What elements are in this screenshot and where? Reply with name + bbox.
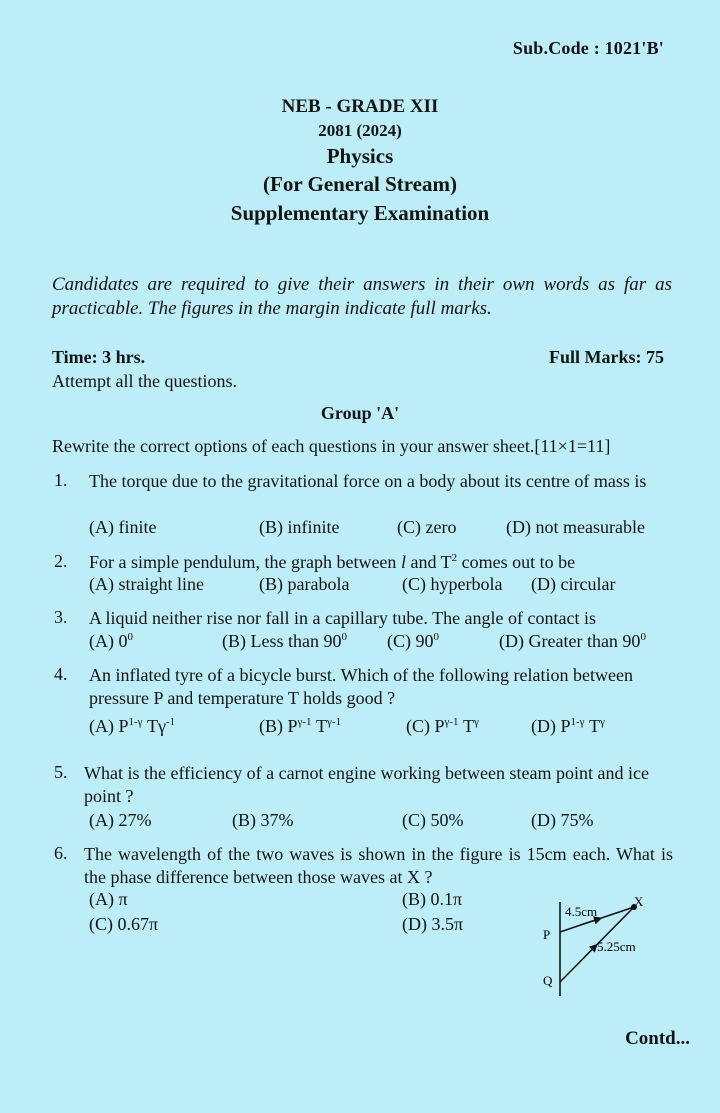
option-b: (B) parabola [259, 574, 350, 594]
question-number: 6. [54, 843, 68, 863]
option-c: (C) $90^0$ [387, 631, 439, 651]
arrow-px [580, 919, 600, 926]
question-text: What is the efficiency of a carnot engine working between steam point and ice point ? [84, 763, 649, 806]
option-d: (D) not measurable [506, 517, 645, 537]
group-heading: Group 'A' [320, 403, 400, 423]
option-c: (C) hyperbola [402, 574, 503, 594]
question-text: For a simple pendulum, the graph between l and $T^2$ comes out to be [89, 552, 576, 572]
option-a: (A) straight line [89, 574, 204, 594]
option-b: (B) 0.1π [402, 889, 463, 909]
attempt-note: Attempt all the questions. [52, 371, 237, 391]
question-number: 3. [54, 607, 68, 627]
label-x: X [634, 894, 644, 909]
option-a: (A) finite [89, 517, 157, 537]
label-q: Q [543, 973, 553, 988]
option-c: (C) 50% [402, 810, 464, 830]
option-b: (B) infinite [259, 517, 340, 537]
question-text: A liquid neither rise nor fall in a capillary tube. The angle of contact is [89, 608, 597, 628]
label-dist-qx: 5.25cm [597, 939, 636, 954]
continued-note: Contd... [625, 1028, 690, 1049]
stream-title: (For General Stream) [263, 172, 457, 196]
option-b: (B) $P^{\gamma-1}$ $T^{\gamma-1}$ [259, 716, 342, 736]
subject-title: Physics [326, 144, 394, 168]
option-a: (A) $0^0$ [89, 631, 133, 651]
full-marks: Full Marks: 75 [549, 347, 664, 367]
question-text: An inflated tyre of a bicycle burst. Which of the following relation between pressure P and temperature T holds good ? [89, 665, 633, 708]
wave-path-figure [530, 890, 680, 1000]
instructions: Candidates are required to give their answers in their own words as far as practicable. The figures in the margin indicate full marks. [52, 274, 672, 319]
option-c: (C) 0.67π [89, 914, 159, 934]
question-text: The torque due to the gravitational force on a body about its centre of mass is [89, 471, 647, 491]
question-number: 1. [54, 470, 68, 490]
question-number: 4. [54, 664, 68, 684]
option-d: (D) 3.5π [402, 914, 464, 934]
option-d: (D) Greater than $90^0$ [499, 631, 646, 651]
option-a: (A) π [89, 889, 128, 909]
question-text: The wavelength of the two waves is shown in the figure is 15cm each. What is the phase difference between those waves at X ? [84, 844, 673, 887]
option-b: (B) Less than $90^0$ [222, 631, 347, 651]
question-number: 5. [54, 762, 68, 782]
label-p: P [543, 927, 551, 942]
option-d: (D) circular [531, 574, 616, 594]
option-d: (D) $P^{1-\gamma}$ $T^\gamma$ [531, 716, 605, 736]
arrow-qx [584, 946, 596, 958]
question-number: 2. [54, 551, 68, 571]
board-title: NEB - GRADE XII [281, 96, 439, 117]
option-a: (A) 27% [89, 810, 152, 830]
option-d: (D) 75% [531, 810, 594, 830]
rewrite-instruction: Rewrite the correct options of each questions in your answer sheet.[11×1=11] [52, 436, 611, 456]
exam-type: Supplementary Examination [230, 201, 490, 225]
option-b: (B) 37% [232, 810, 294, 830]
subject-code: Sub.Code : 1021'B' [512, 38, 664, 58]
time-allowed: Time: 3 hrs. [52, 347, 146, 367]
option-c: (C) $P^{\gamma-1}$ $T^\gamma$ [406, 716, 479, 736]
label-dist-px: 4.5cm [565, 904, 598, 919]
option-c: (C) zero [397, 517, 457, 537]
option-a: (A) $P^{1-\gamma}$ $T\gamma^{-1}$ [89, 716, 176, 736]
exam-year: 2081 (2024) [318, 121, 402, 140]
